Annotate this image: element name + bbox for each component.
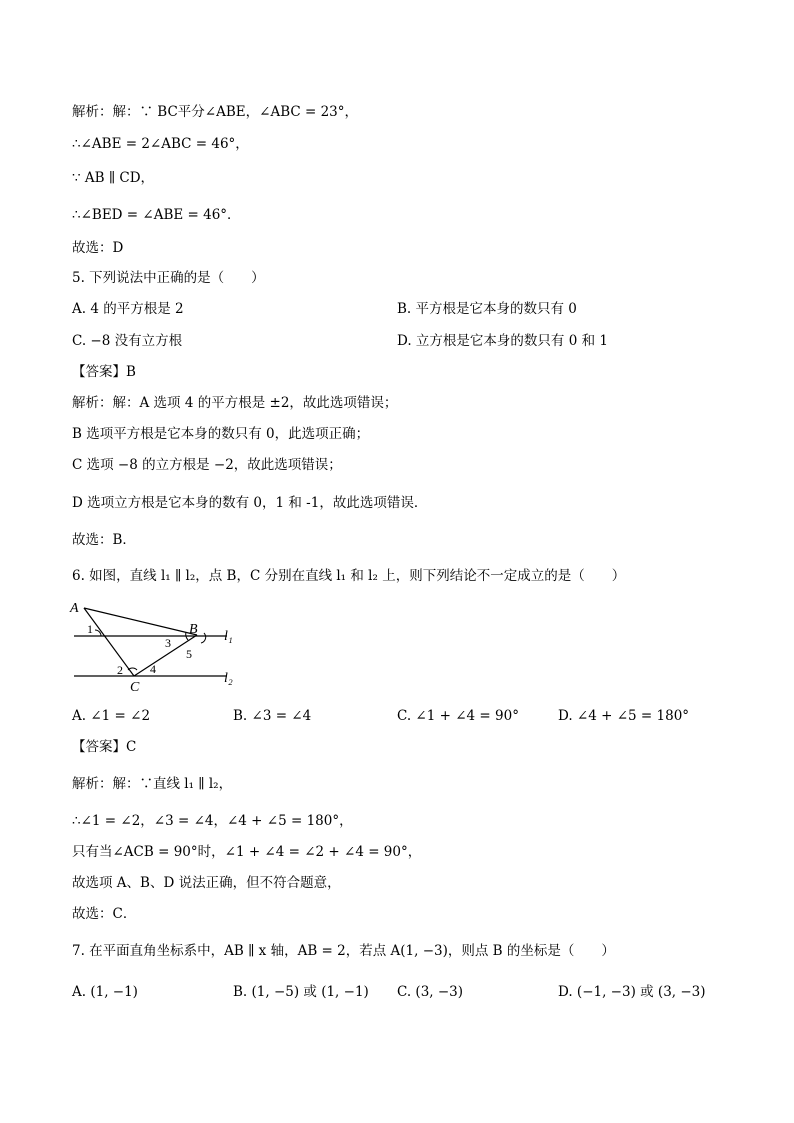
solution-line: ∵ AB ∥ CD， xyxy=(72,170,155,186)
solution-line: C 选项 −8 的立方根是 −2，故此选项错误； xyxy=(72,457,342,473)
option-c: C. ∠1 + ∠4 = 90° xyxy=(397,708,519,724)
option-a: A. ∠1 = ∠2 xyxy=(72,708,151,724)
option-c: C. −8 没有立方根 xyxy=(72,333,183,349)
angle-3-label: 3 xyxy=(165,636,171,650)
answer-5: 【答案】B xyxy=(72,364,136,380)
question-5: 5. 下列说法中正确的是（ ） xyxy=(72,270,265,286)
point-b-label: B xyxy=(189,622,198,637)
angle-4-label: 4 xyxy=(150,662,156,676)
line-l1-label: l₁ xyxy=(224,629,233,644)
geometry-figure xyxy=(62,598,252,696)
option-b: B. (1, −5) 或 (1, −1) xyxy=(233,984,369,1000)
solution-line: 故选：C． xyxy=(72,906,137,922)
option-a: A. 4 的平方根是 2 xyxy=(72,301,184,317)
angle-5-arc xyxy=(201,633,206,643)
question-6: 6. 如图，直线 l₁ ∥ l₂，点 B，C 分别在直线 l₁ 和 l₂ 上，则下列结论不一定成立的是（ ） xyxy=(72,568,626,584)
option-d: D. 立方根是它本身的数只有 0 和 1 xyxy=(397,333,608,349)
solution-line: B 选项平方根是它本身的数只有 0，此选项正确； xyxy=(72,426,370,442)
answer-6: 【答案】C xyxy=(72,739,137,755)
solution-line: 只有当∠ACB = 90°时，∠1 + ∠4 = ∠2 + ∠4 = 90°， xyxy=(72,844,422,860)
angle-2-label: 2 xyxy=(117,663,123,677)
solution-line: ∴∠ABE = 2∠ABC = 46°， xyxy=(72,136,249,152)
option-b: B. ∠3 = ∠4 xyxy=(233,708,312,724)
solution-line: D 选项立方根是它本身的数有 0，1 和 -1，故此选项错误． xyxy=(72,495,428,511)
angle-1-label: 1 xyxy=(87,622,93,636)
option-c: C. (3, −3) xyxy=(397,984,464,1000)
solution-line: 故选项 A、B、D 说法正确，但不符合题意， xyxy=(72,875,341,891)
option-d: D. ∠4 + ∠5 = 180° xyxy=(558,708,690,724)
solution-line: ∴∠1 = ∠2，∠3 = ∠4，∠4 + ∠5 = 180°， xyxy=(72,813,353,829)
angle-5-label: 5 xyxy=(186,647,192,661)
option-b: B. 平方根是它本身的数只有 0 xyxy=(397,301,577,317)
solution-line: 故选：B． xyxy=(72,532,136,548)
option-d: D. (−1, −3) 或 (3, −3) xyxy=(558,984,706,1000)
line-l2-label: l₂ xyxy=(224,671,233,686)
point-a-label: A xyxy=(70,601,79,616)
solution-line: 解析：解：A 选项 4 的平方根是 ±2，故此选项错误； xyxy=(72,395,398,411)
point-c-label: C xyxy=(130,680,140,695)
solution-line: ∴∠BED = ∠ABE = 46°． xyxy=(72,207,241,223)
solution-line: 解析：解：∵直线 l₁ ∥ l₂， xyxy=(72,776,233,792)
solution-line: 故选：D xyxy=(72,240,124,256)
solution-line: 解析：解：∵ BC平分∠ABE，∠ABC = 23°， xyxy=(72,104,359,120)
option-a: A. (1, −1) xyxy=(72,984,138,1000)
question-7: 7. 在平面直角坐标系中，AB ∥ x 轴，AB = 2，若点 A(1, −3)，则点 B 的坐标是（ ） xyxy=(72,943,615,959)
